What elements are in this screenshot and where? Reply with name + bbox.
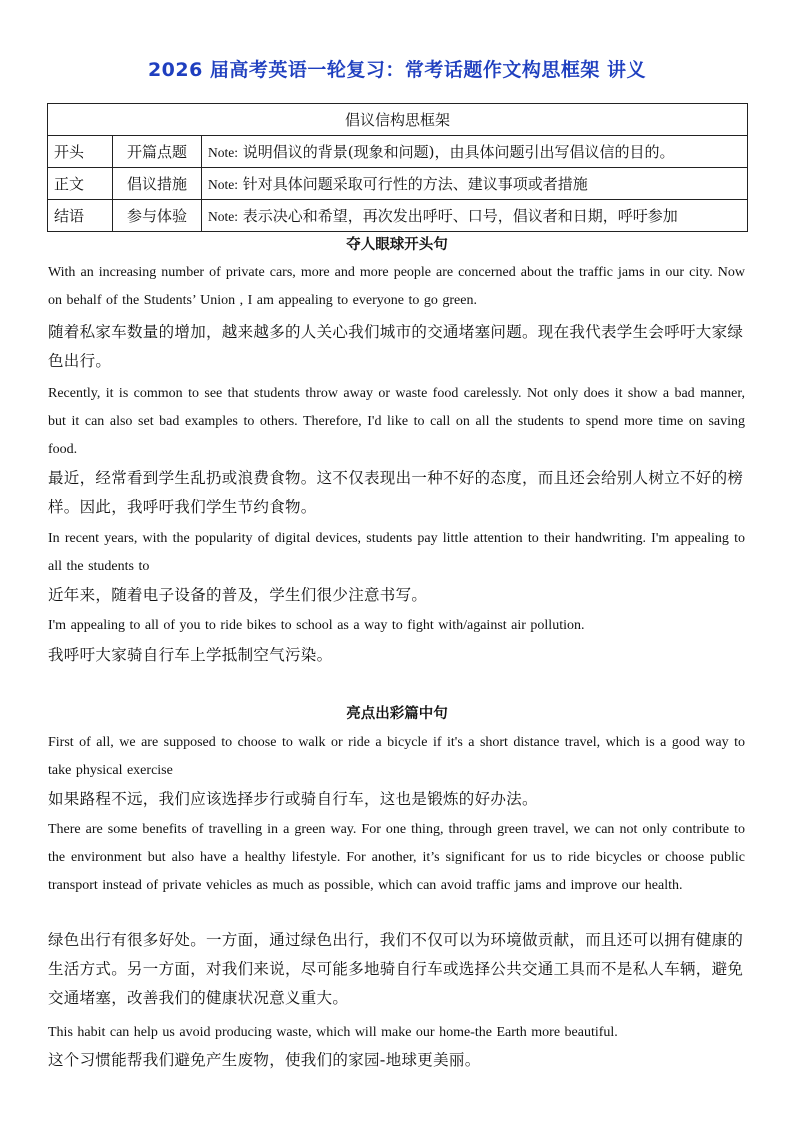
table-row (48, 136, 748, 168)
note-label: Note: (208, 145, 238, 160)
table-cell-note (202, 168, 748, 200)
english-sentence: First of all, we are supposed to choose to walk or ride a bicycle if it's a short distance travel, which is a good way to take physical exercise (48, 735, 745, 778)
chinese-translation: 这个习惯能帮我们避免产生废物，使我们的家园-地球更美丽。 (48, 1051, 481, 1069)
table-cell-step: 倡议措施 (113, 168, 202, 200)
table-header-row (48, 104, 748, 136)
table-cell-note (202, 136, 748, 168)
table-cell-part: 开头 (48, 136, 113, 168)
table-row (48, 200, 748, 232)
note-text: 说明倡议的背景(现象和问题)，由具体问题引出写倡议信的目的。 (242, 143, 675, 161)
chinese-translation: 随着私家车数量的增加，越来越多的人关心我们城市的交通堵塞问题。现在我代表学生会呼吁大家绿色出行。 (48, 323, 744, 370)
table-cell-note (202, 200, 748, 232)
section-heading-body: 亮点出彩篇中句 (346, 706, 448, 722)
table-cell-part: 结语 (48, 200, 113, 232)
note-label: Note: (208, 209, 238, 224)
english-sentence: In recent years, with the popularity of digital devices, students pay little attention to their handwriting. I'm appealing to all the students to (48, 531, 745, 574)
table-cell-step: 开篇点题 (113, 136, 202, 168)
table-header: 倡议信构思框架 (48, 104, 748, 136)
table-row (48, 168, 748, 200)
section-heading-opening: 夺人眼球开头句 (346, 237, 448, 253)
english-sentence: Recently, it is common to see that students throw away or waste food carelessly. Not only does it show a bad manner, but it can also set bad examples to others. Therefore, I'd like to call on all the students to spend more time on saving food. (48, 386, 745, 457)
page-title: 2026 届高考英语一轮复习：常考话题作文构思框架 讲义 (147, 59, 647, 81)
note-text: 表示决心和希望，再次发出呼吁、口号，倡议者和日期，呼吁参加 (242, 207, 678, 225)
chinese-translation: 最近，经常看到学生乱扔或浪费食物。这不仅表现出一种不好的态度，而且还会给别人树立不好的榜样。因此，我呼吁我们学生节约食物。 (48, 469, 744, 516)
chinese-translation: 绿色出行有很多好处。一方面，通过绿色出行，我们不仅可以为环境做贡献，而且还可以拥有健康的生活方式。另一方面，对我们来说，尽可能多地骑自行车或选择公共交通工具而不是私人车辆，避免交通堵塞，改善我们的健康状况意义重大。 (48, 931, 744, 1007)
table-cell-part: 正文 (48, 168, 113, 200)
english-sentence: With an increasing number of private cars, more and more people are concerned about the traffic jams in our city. Now on behalf of the Students’ Union , I am appealing to everyone to go green. (48, 265, 745, 308)
note-label: Note: (208, 177, 238, 192)
framework-table (47, 103, 748, 232)
table-cell-step: 参与体验 (113, 200, 202, 232)
note-text: 针对具体问题采取可行性的方法、建议事项或者措施 (242, 175, 588, 193)
chinese-translation: 近年来，随着电子设备的普及，学生们很少注意书写。 (48, 586, 428, 604)
english-sentence: There are some benefits of travelling in a green way. For one thing, through green travel, we can not only contribute to the environment but also have a healthy lifestyle. For another, it’s significant for us to ride bicycles or choose public transport instead of private vehicles as much as possible, which can avoid traffic jams and improve our health. (48, 822, 745, 893)
chinese-translation: 我呼吁大家骑自行车上学抵制空气污染。 (48, 646, 333, 664)
english-sentence: This habit can help us avoid producing waste, which will make our home-the Earth more beautiful. (48, 1025, 618, 1040)
english-sentence: I'm appealing to all of you to ride bikes to school as a way to fight with/against air pollution. (48, 618, 585, 633)
chinese-translation: 如果路程不远，我们应该选择步行或骑自行车，这也是锻炼的好办法。 (48, 790, 538, 808)
